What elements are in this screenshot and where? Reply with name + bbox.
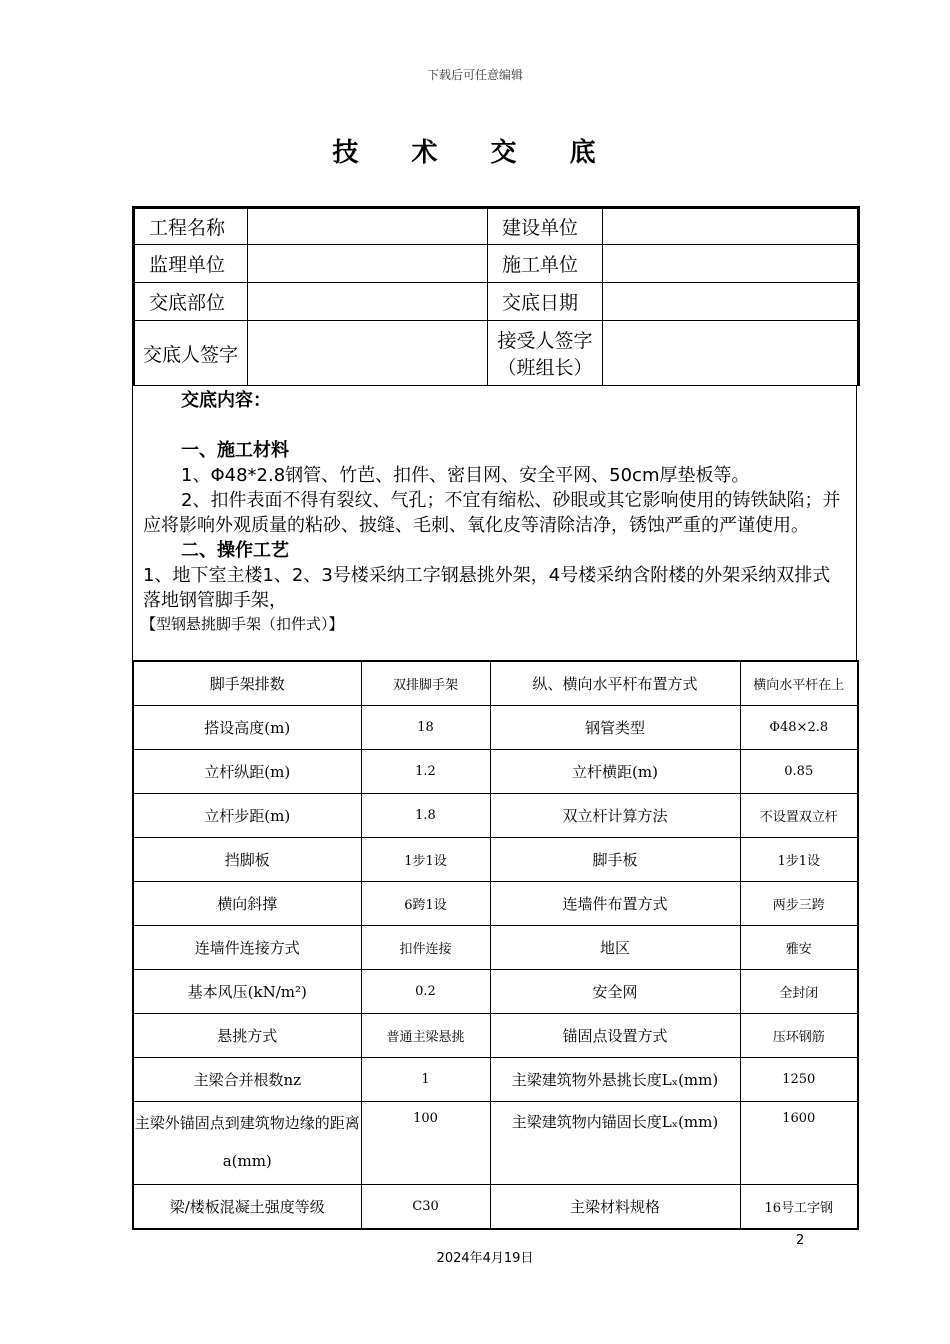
spec-value-cell: 6跨1设 xyxy=(361,882,490,926)
spec-label-cell: 纵、横向水平杆布置方式 xyxy=(490,661,740,706)
page-number: 2 xyxy=(796,1233,805,1248)
value-project-name xyxy=(248,208,488,245)
value-briefing-part xyxy=(248,283,488,321)
page-title: 技 术 交 底 xyxy=(332,138,618,168)
spec-value-cell: 0.2 xyxy=(361,970,490,1014)
label-briefing-date: 交底日期 xyxy=(488,283,603,321)
receiver-signature-line1: 接受人签字 xyxy=(497,330,593,352)
spec-label-cell: 立杆纵距(m) xyxy=(133,750,361,794)
section-process-title: 二、操作工艺 xyxy=(181,540,289,561)
spec-label-cell: 立杆步距(m) xyxy=(133,794,361,838)
spec-label-cell: 脚手板 xyxy=(490,838,740,882)
spec-label-cell: 钢管类型 xyxy=(490,706,740,750)
spec-value-cell: 两步三跨 xyxy=(740,882,858,926)
spec-value-cell: 0.85 xyxy=(740,750,858,794)
spec-row xyxy=(133,926,858,970)
spec-value-cell: 1步1设 xyxy=(740,838,858,882)
spec-value-cell: 双排脚手架 xyxy=(361,661,490,706)
value-construction-unit xyxy=(603,208,859,245)
spec-row xyxy=(133,1014,858,1058)
spec-label-cell: 主梁合并根数nz xyxy=(133,1058,361,1102)
spec-label-cell: 锚固点设置方式 xyxy=(490,1014,740,1058)
info-table xyxy=(132,206,860,386)
value-receiver-signature xyxy=(603,321,859,386)
spec-value-cell: 18 xyxy=(361,706,490,750)
section-materials-title: 一、施工材料 xyxy=(181,440,289,461)
header-note: 下载后可任意编辑 xyxy=(426,68,523,82)
process-item-1: 1、地下室主楼1、2、3号楼采纳工字钢悬挑外架，4号楼采纳含附楼的外架采纳双排式落地钢管脚手架， xyxy=(143,565,831,611)
label-briefer-signature: 交底人签字 xyxy=(134,321,248,386)
spec-row xyxy=(133,794,858,838)
spec-label-cell: 地区 xyxy=(490,926,740,970)
spec-label-cell: 基本风压(kN/m²) xyxy=(133,970,361,1014)
spec-value-cell: 全封闭 xyxy=(740,970,858,1014)
spec-value-cell: 1 xyxy=(361,1058,490,1102)
spec-row xyxy=(133,882,858,926)
content-label: 交底内容： xyxy=(181,390,271,411)
value-builder-unit xyxy=(603,245,859,283)
spec-label-cell: 安全网 xyxy=(490,970,740,1014)
spec-row xyxy=(133,706,858,750)
spec-row xyxy=(133,1185,858,1230)
spec-row xyxy=(133,750,858,794)
spec-label-cell: 立杆横距(m) xyxy=(490,750,740,794)
spec-row xyxy=(133,1058,858,1102)
spec-label-cell: 连墙件连接方式 xyxy=(133,926,361,970)
spec-label-cell: 挡脚板 xyxy=(133,838,361,882)
spec-row xyxy=(133,661,858,706)
spec-value-cell: 1步1设 xyxy=(361,838,490,882)
spec-value-cell: 1600 xyxy=(740,1102,858,1185)
scaffold-type-title: 【型钢悬挑脚手架（扣件式）】 xyxy=(141,615,344,633)
spec-label-cell: 双立杆计算方法 xyxy=(490,794,740,838)
spec-row xyxy=(133,1102,858,1185)
spec-label-cell: 主梁建筑物外悬挑长度Lₓ(mm) xyxy=(490,1058,740,1102)
label-project-name: 工程名称 xyxy=(134,208,248,245)
value-briefer-signature xyxy=(248,321,488,386)
spec-label-cell: 悬挑方式 xyxy=(133,1014,361,1058)
spec-value-cell: 100 xyxy=(361,1102,490,1185)
spec-label-cell: 横向斜撑 xyxy=(133,882,361,926)
spec-value-cell: 扣件连接 xyxy=(361,926,490,970)
spec-value-cell: 不设置双立杆 xyxy=(740,794,858,838)
spec-label-cell: 主梁材料规格 xyxy=(490,1185,740,1230)
value-briefing-date xyxy=(603,283,859,321)
spec-row xyxy=(133,970,858,1014)
materials-item-2: 2、扣件表面不得有裂纹、气孔；不宜有缩松、砂眼或其它影响使用的铸铁缺陷；并应将影响外观质量的粘砂、披缝、毛刺、氧化皮等清除洁净，锈蚀严重的严谨使用。 xyxy=(143,490,841,536)
spec-value-cell: 16号工字钢 xyxy=(740,1185,858,1230)
receiver-signature-line2: （班组长） xyxy=(497,357,593,379)
spec-value-cell: 1.8 xyxy=(361,794,490,838)
spec-value-cell: C30 xyxy=(361,1185,490,1230)
spec-label-cell: 连墙件布置方式 xyxy=(490,882,740,926)
label-supervision-unit: 监理单位 xyxy=(134,245,248,283)
spec-value-cell: 普通主梁悬挑 xyxy=(361,1014,490,1058)
label-builder-unit: 施工单位 xyxy=(488,245,603,283)
spec-row xyxy=(133,838,858,882)
spec-value-cell: 横向水平杆在上 xyxy=(740,661,858,706)
footer-date: 2024年4月19日 xyxy=(436,1251,534,1266)
label-receiver-signature xyxy=(488,321,603,386)
spec-value-cell: 雅安 xyxy=(740,926,858,970)
spec-value-cell: 压环钢筋 xyxy=(740,1014,858,1058)
label-briefing-part: 交底部位 xyxy=(134,283,248,321)
spec-label-cell: 脚手架排数 xyxy=(133,661,361,706)
spec-value-cell: 1250 xyxy=(740,1058,858,1102)
materials-item-1: 1、Φ48*2.8钢管、竹芭、扣件、密目网、安全平网、50cm厚垫板等。 xyxy=(181,465,750,486)
spec-label-cell: 主梁外锚固点到建筑物边缘的距离a(mm) xyxy=(133,1102,361,1185)
briefing-content xyxy=(132,385,857,660)
spec-value-cell: 1.2 xyxy=(361,750,490,794)
spec-label-cell: 梁/楼板混凝土强度等级 xyxy=(133,1185,361,1230)
spec-value-cell: Φ48×2.8 xyxy=(740,706,858,750)
value-supervision-unit xyxy=(248,245,488,283)
label-construction-unit: 建设单位 xyxy=(488,208,603,245)
scaffold-spec-table xyxy=(132,660,859,1230)
spec-label-cell: 主梁建筑物内锚固长度Lₓ(mm) xyxy=(490,1102,740,1185)
spec-label-cell: 搭设高度(m) xyxy=(133,706,361,750)
